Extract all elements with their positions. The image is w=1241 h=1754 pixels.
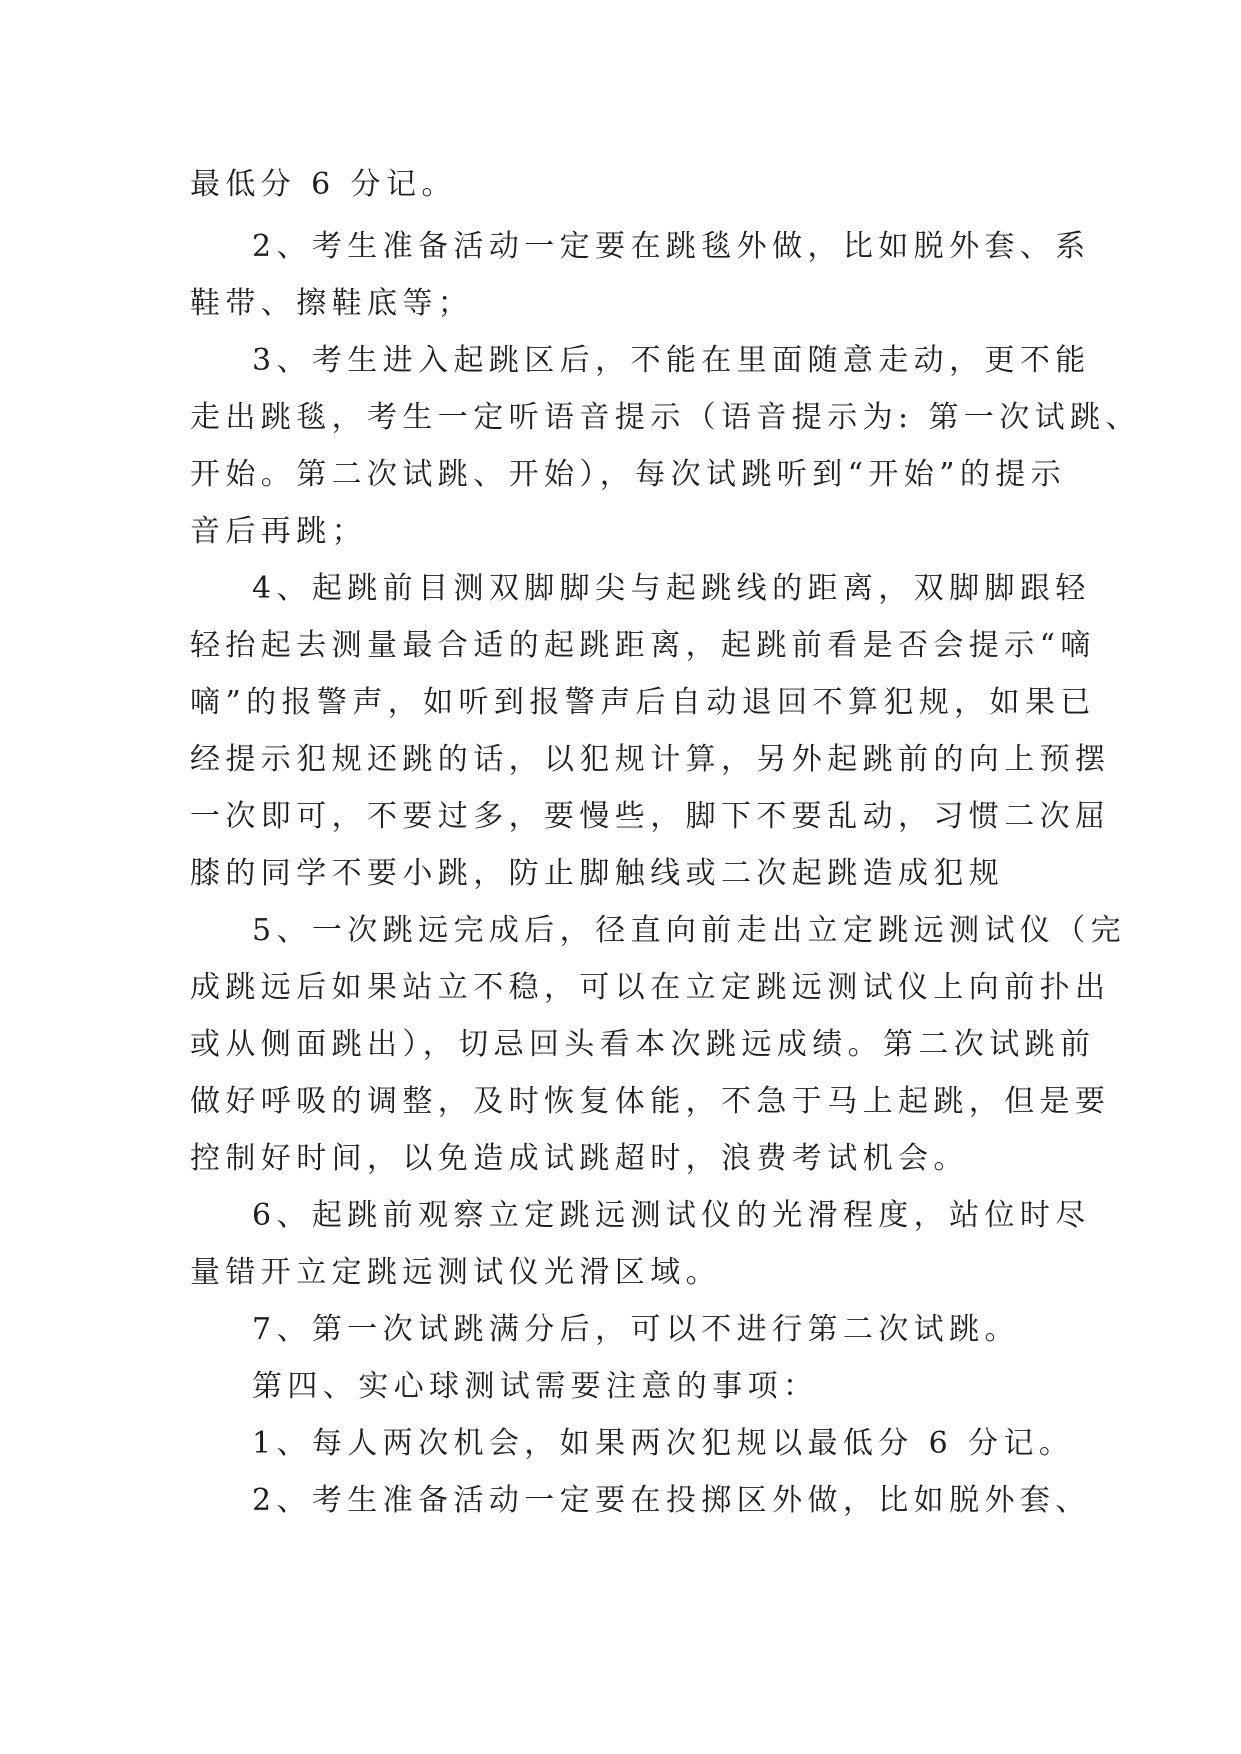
text-line: 或从侧面跳出），切忌回头看本次跳远成绩。第二次试跳前 bbox=[190, 1027, 1096, 1062]
text-line: 2、考生准备活动一定要在跳毯外做，比如脱外套、系 bbox=[252, 229, 1091, 264]
text-line: 走出跳毯，考生一定听语音提示（语音提示为: 第一次试跳、 bbox=[190, 400, 1141, 435]
text-line: 嘀”的报警声，如听到报警声后自动退回不算犯规，如果已 bbox=[190, 685, 1096, 720]
text-line: 轻抬起去测量最合适的起跳距离，起跳前看是否会提示“嘀 bbox=[190, 628, 1096, 663]
text-line: 音后再跳； bbox=[190, 514, 367, 549]
text-line: 4、起跳前目测双脚脚尖与起跳线的距离，双脚脚跟轻 bbox=[252, 571, 1091, 606]
text-line: 3、考生进入起跳区后，不能在里面随意走动，更不能 bbox=[252, 343, 1091, 378]
text-line: 6、起跳前观察立定跳远测试仪的光滑程度，站位时尽 bbox=[252, 1198, 1091, 1233]
text-line: 5、一次跳远完成后，径直向前走出立定跳远测试仪（完 bbox=[252, 913, 1127, 948]
text-line: 最低分 6 分记。 bbox=[190, 167, 457, 202]
text-line: 经提示犯规还跳的话，以犯规计算，另外起跳前的向上预摆 bbox=[190, 742, 1111, 777]
text-line: 一次即可，不要过多，要慢些，脚下不要乱动，习惯二次屈 bbox=[190, 799, 1111, 834]
text-line: 控制好时间，以免造成试跳超时，浪费考试机会。 bbox=[190, 1141, 969, 1176]
text-line: 膝的同学不要小跳，防止脚触线或二次起跳造成犯规 bbox=[190, 856, 1005, 891]
text-line: 7、第一次试跳满分后，可以不进行第二次试跳。 bbox=[252, 1312, 1020, 1347]
text-line: 鞋带、擦鞋底等； bbox=[190, 286, 474, 321]
text-line: 量错开立定跳远测试仪光滑区域。 bbox=[190, 1255, 721, 1290]
section-heading: 第四、实心球测试需要注意的事项： bbox=[252, 1369, 819, 1404]
text-line: 开始。第二次试跳、开始），每次试跳听到“开始”的提示 bbox=[190, 457, 1067, 492]
text-line: 成跳远后如果站立不稳，可以在立定跳远测试仪上向前扑出 bbox=[190, 970, 1111, 1005]
text-line: 2、考生准备活动一定要在投掷区外做，比如脱外套、 bbox=[252, 1483, 1091, 1518]
text-line: 1、每人两次机会，如果两次犯规以最低分 6 分记。 bbox=[252, 1426, 1075, 1461]
text-line: 做好呼吸的调整，及时恢复体能，不急于马上起跳，但是要 bbox=[190, 1084, 1111, 1119]
